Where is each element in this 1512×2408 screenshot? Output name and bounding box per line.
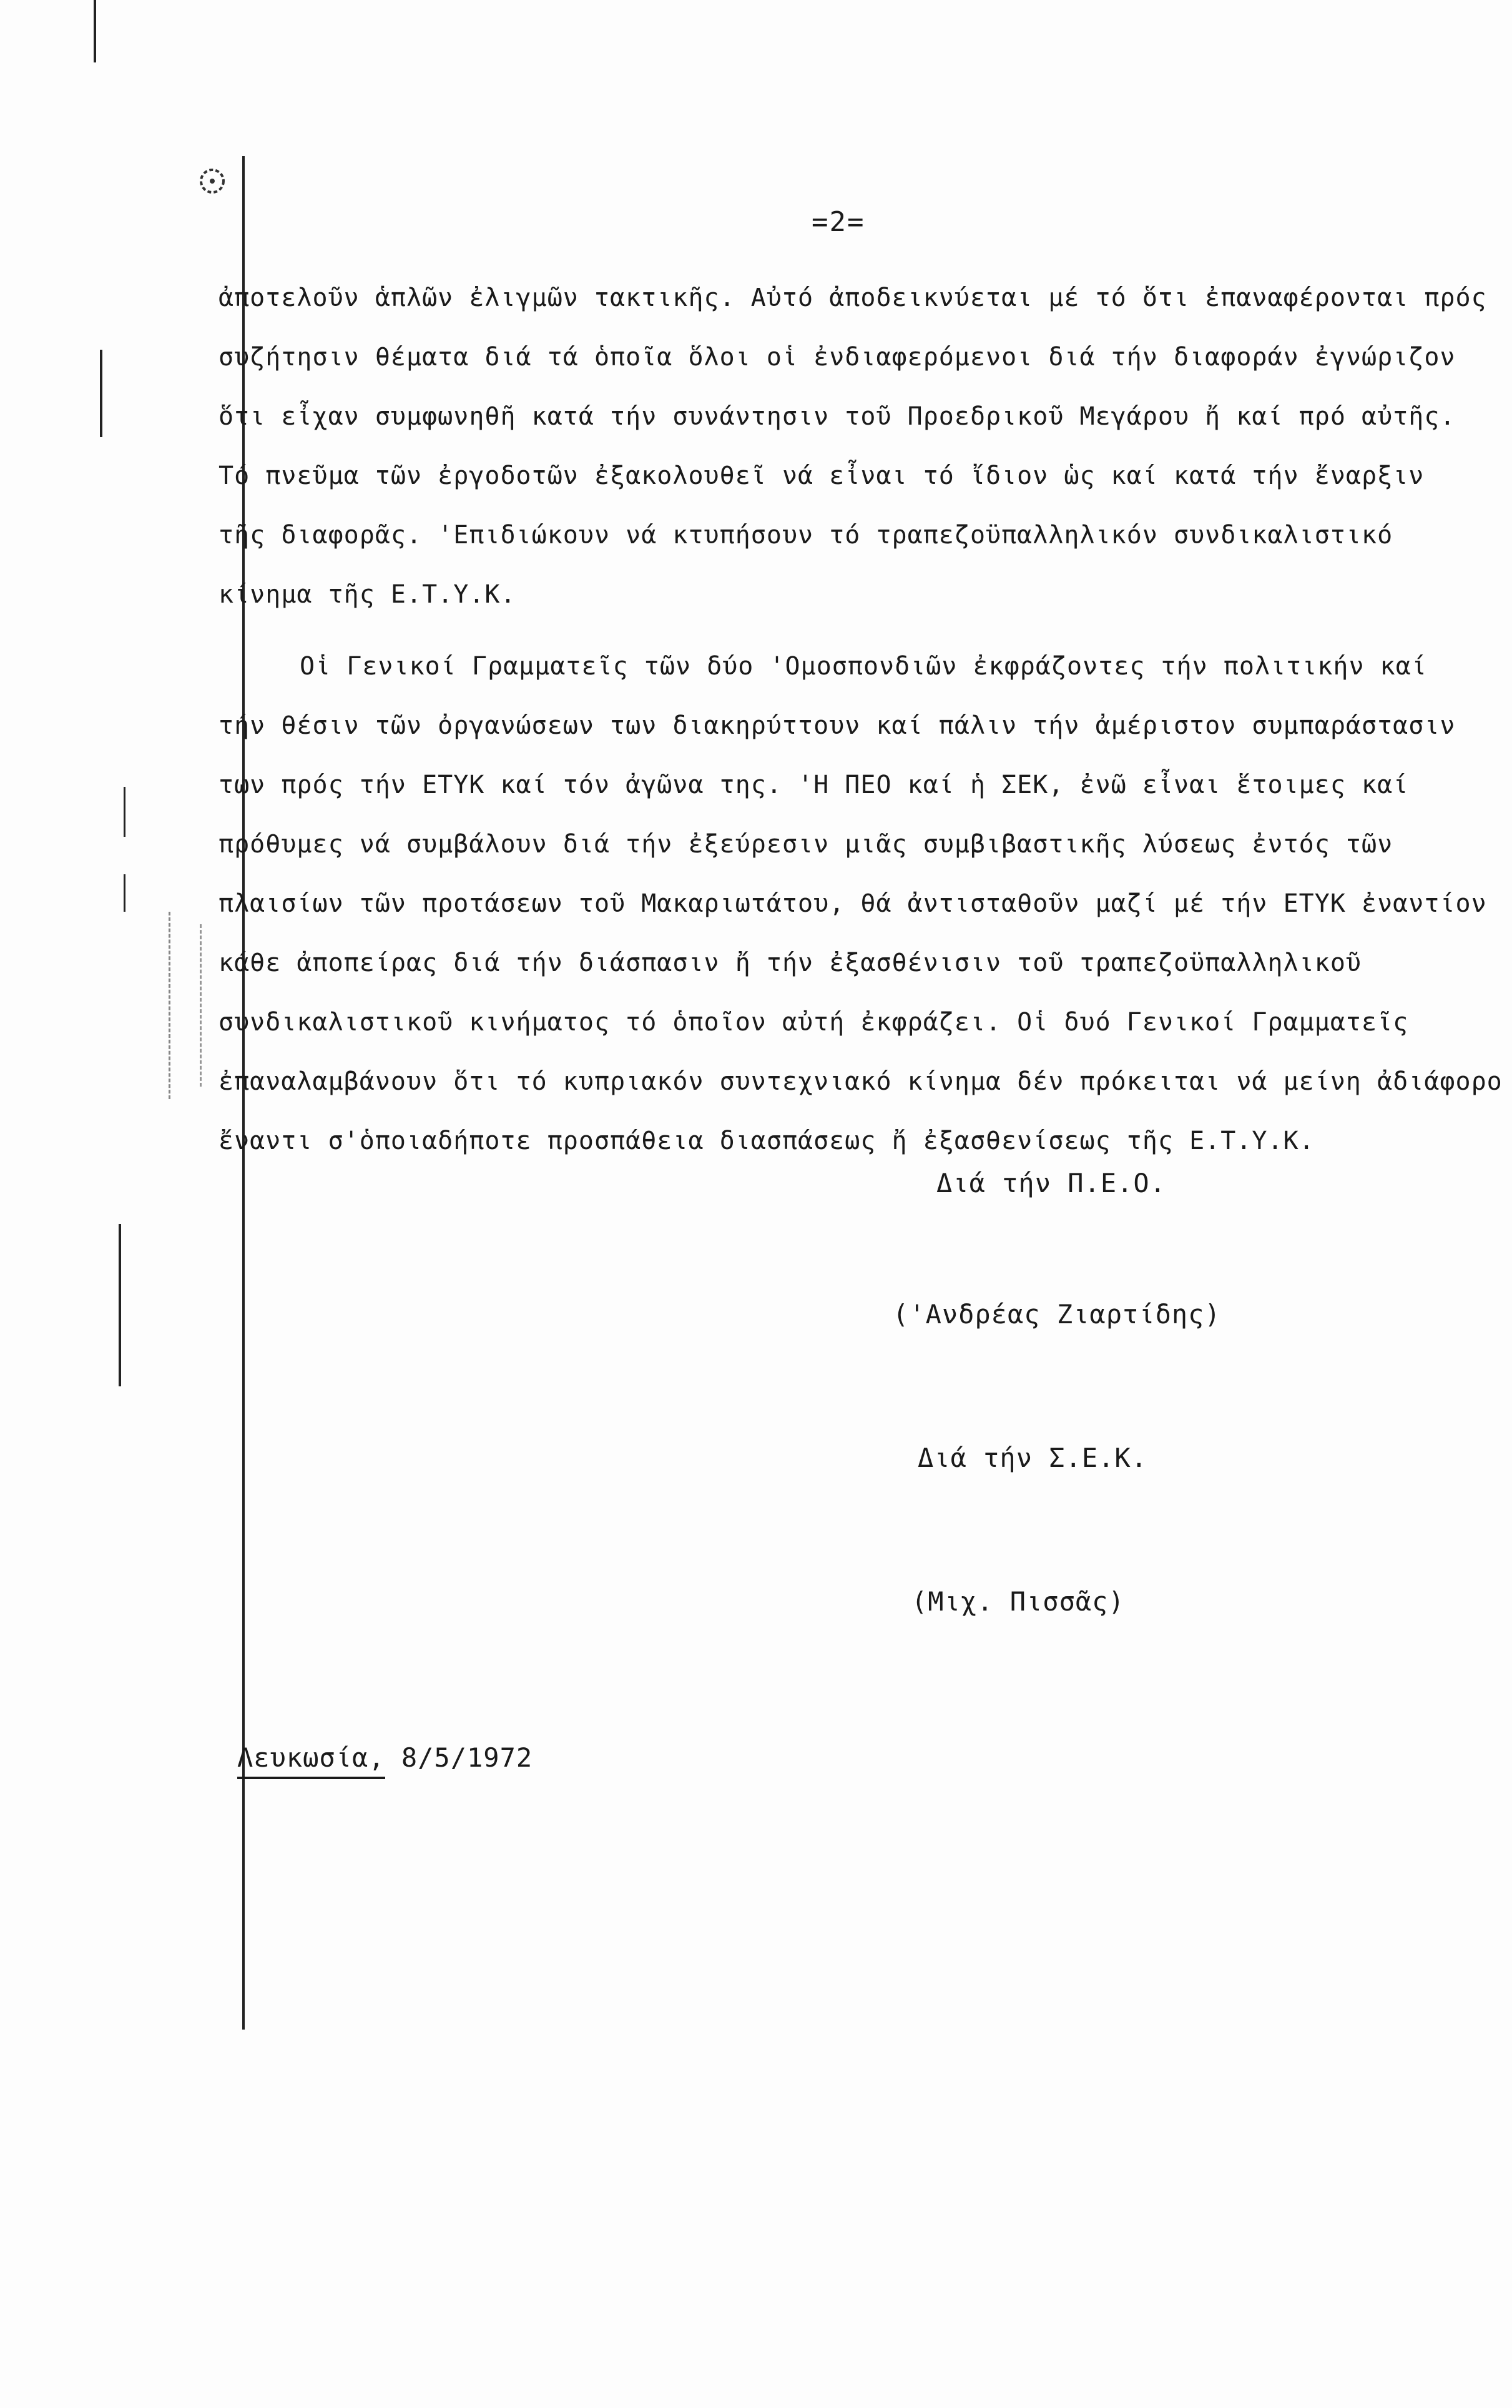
margin-mark-icon xyxy=(187,156,237,206)
text-line: Τό πνεῦμα τῶν ἐργοδοτῶν ἐξακολουθεῖ νά εἶναι τό ἴδιον ὡς καί κατά τήν ἔναρξιν xyxy=(218,461,1425,490)
scan-dash-marks-2 xyxy=(200,924,214,1087)
signature-name-sek: (Μιχ. Πισσᾶς) xyxy=(911,1586,1125,1617)
signature-org-peo: Διά τήν Π.Ε.Ο. xyxy=(936,1168,1167,1198)
text-line: Οἱ Γενικοί Γραμματεῖς τῶν δύο 'Ομοσπονδιῶν ἐκφράζοντες τήν πολιτικήν καί xyxy=(300,652,1427,681)
signature-name-peo: ('Ανδρέας Ζιαρτίδης) xyxy=(893,1299,1221,1330)
margin-rule-top xyxy=(94,0,96,62)
margin-rule-b xyxy=(119,1224,121,1386)
text-line: τῆς διαφορᾶς. 'Επιδιώκουν νά κτυπήσουν τό τραπεζοϋπαλληλικόν συνδικαλιστικό xyxy=(218,521,1393,550)
text-line: των πρός τήν ΕΤΥΚ καί τόν ἀγῶνα της. 'Η ΠΕΟ καί ἡ ΣΕΚ, ἐνῶ εἶναι ἕτοιμες καί xyxy=(218,771,1409,799)
place-and-date xyxy=(237,1742,533,1773)
text-line: ἀποτελοῦν ἁπλῶν ἐλιγμῶν τακτικῆς. Αὐτό ἀποδεικνύεται μέ τό ὅτι ἐπαναφέρονται πρός xyxy=(218,284,1487,312)
text-line: κίνημα τῆς Ε.Τ.Υ.Κ. xyxy=(218,580,516,609)
place-name: Λευκωσία, xyxy=(237,1742,385,1779)
text-line: συζήτησιν θέματα διά τά ὁποῖα ὅλοι οἱ ἐνδιαφερόμενοι διά τήν διαφοράν ἐγνώριζον xyxy=(218,343,1456,372)
date: 8/5/1972 xyxy=(385,1742,533,1773)
text-line: τήν θέσιν τῶν ὀργανώσεων των διακηρύττουν καί πάλιν τήν ἀμέριστον συμπαράστασιν xyxy=(218,711,1456,740)
text-line: ἐπαναλαμβάνουν ὅτι τό κυπριακόν συντεχνιακό κίνημα δέν πρόκειται νά μείνη ἀδιάφορο xyxy=(218,1067,1503,1096)
text-line: πλαισίων τῶν προτάσεων τοῦ Μακαριωτάτου, θά ἀντισταθοῦν μαζί μέ τήν ΕΤΥΚ ἐναντίον xyxy=(218,889,1487,918)
paragraph-2 xyxy=(218,637,1503,1171)
letter-body xyxy=(218,269,1503,1171)
page-number: =2= xyxy=(812,206,865,238)
text-line: ἔναντι σ'ὁποιαδήποτε προσπάθεια διασπάσεως ἤ ἐξασθενίσεως τῆς Ε.Τ.Υ.Κ. xyxy=(218,1127,1315,1155)
signature-org-sek: Διά τήν Σ.Ε.Κ. xyxy=(918,1443,1148,1473)
paragraph-1 xyxy=(218,269,1498,624)
text-line: ὅτι εἶχαν συμφωνηθῆ κατά τήν συνάντησιν τοῦ Προεδρικοῦ Μεγάρου ἤ καί πρό αὐτῆς. xyxy=(218,402,1456,431)
text-line: κάθε ἀποπείρας διά τήν διάσπασιν ἤ τήν ἐξασθένισιν τοῦ τραπεζοϋπαλληλικοῦ xyxy=(218,949,1362,977)
text-line: πρόθυμες νά συμβάλουν διά τήν ἐξεύρεσιν μιᾶς συμβιβαστικῆς λύσεως ἐντός τῶν xyxy=(218,830,1393,859)
text-line: συνδικαλιστικοῦ κινήματος τό ὁποῖον αὐτή ἐκφράζει. Οἱ δυό Γενικοί Γραμματεῖς xyxy=(218,1008,1409,1037)
margin-rule-c xyxy=(124,787,125,837)
margin-rule-d xyxy=(124,874,125,912)
margin-rule-a xyxy=(100,350,102,437)
